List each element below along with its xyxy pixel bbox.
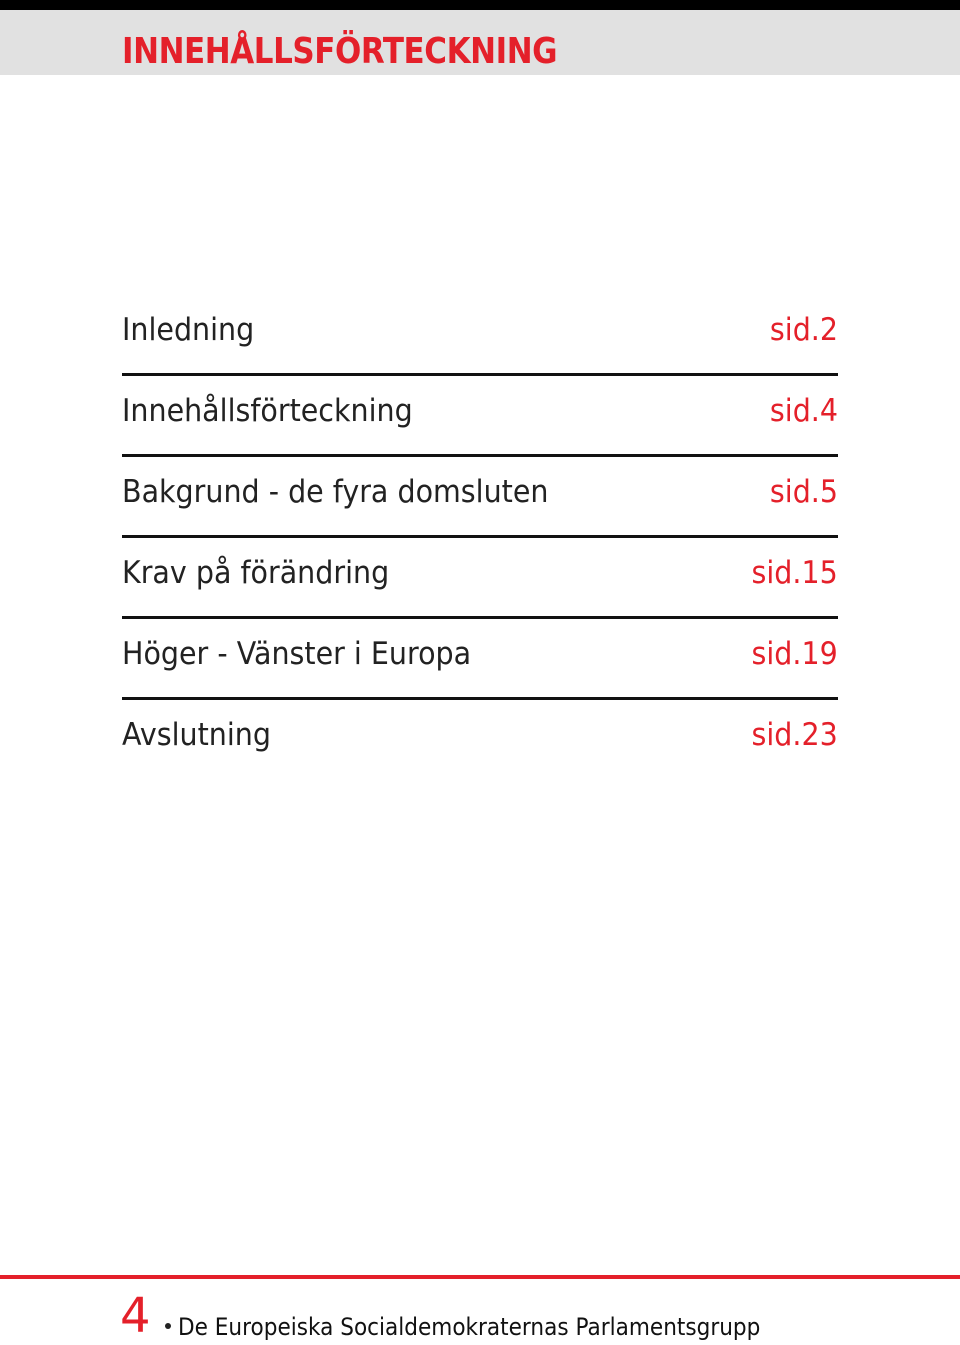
toc-entry[interactable] [122,384,838,465]
toc-entry-page: sid.5 [769,474,838,510]
bullet-icon [165,1323,171,1329]
toc-divider [122,454,838,457]
publisher-name: De Europeiska Socialdemokraternas Parlamentsgrupp [178,1313,761,1341]
toc-entry[interactable] [122,303,838,384]
toc-entry-page: sid.23 [751,717,838,753]
toc-divider [122,616,838,619]
top-rule [0,0,960,10]
page-title: INNEHÅLLSFÖRTECKNING [122,31,558,72]
toc-entry-label: Bakgrund - de fyra domsluten [122,474,549,510]
header-band [0,10,960,75]
toc-divider [122,697,838,700]
toc-entry[interactable] [122,546,838,627]
toc-entry-label: Inledning [122,312,255,348]
page-number: 4 [120,1288,151,1344]
toc-divider [122,373,838,376]
toc-entry-page: sid.19 [751,636,838,672]
table-of-contents [122,303,838,789]
toc-entry-label: Innehållsförteckning [122,393,413,429]
toc-entry[interactable] [122,465,838,546]
toc-entry-label: Krav på förändring [122,555,390,591]
toc-entry-page: sid.4 [769,393,838,429]
toc-entry[interactable] [122,627,838,708]
toc-entry-label: Höger - Vänster i Europa [122,636,472,672]
footer-rule [0,1275,960,1279]
toc-entry-page: sid.15 [751,555,838,591]
toc-entry-page: sid.2 [769,312,838,348]
toc-divider [122,535,838,538]
toc-entry-label: Avslutning [122,717,271,753]
toc-entry[interactable] [122,708,838,789]
